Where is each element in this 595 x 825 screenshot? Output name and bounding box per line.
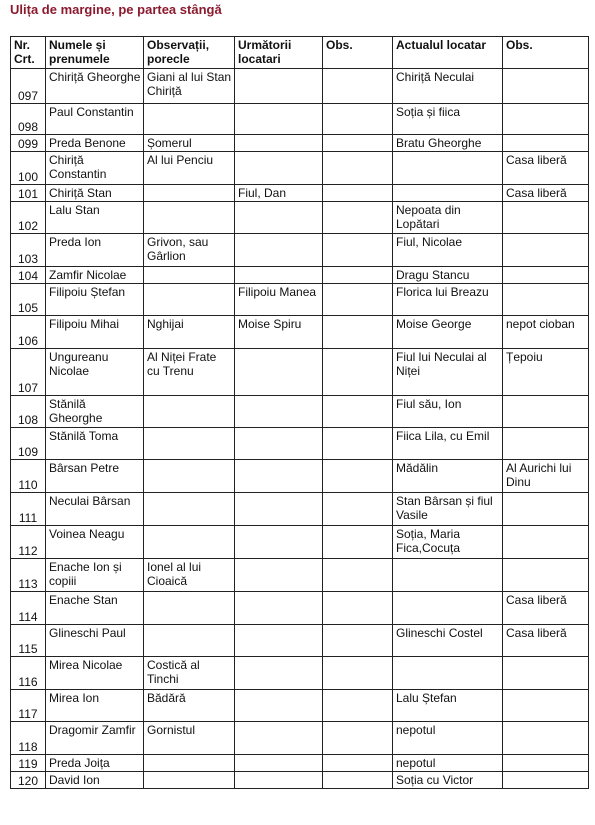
table-row (11, 460, 589, 493)
row-number: 102 (11, 202, 46, 234)
row-number: 100 (11, 152, 46, 185)
row-number: 107 (11, 349, 46, 396)
row-name: Mirea Ion (46, 690, 144, 722)
row-obs (323, 722, 393, 755)
row-obs (323, 69, 393, 104)
row-obs (323, 526, 393, 559)
row-nickname (144, 625, 235, 657)
row-nickname (144, 592, 235, 625)
row-current-tenant: Soția și fiica (393, 104, 503, 135)
table-row (11, 592, 589, 625)
row-nickname: Costică al Tinchi (144, 657, 235, 690)
row-next-tenant (235, 772, 323, 789)
row-current-tenant: Fiul, Nicolae (393, 234, 503, 267)
row-name: Filipoiu Ștefan (46, 284, 144, 316)
row-current-tenant: Moise George (393, 316, 503, 349)
row-next-tenant (235, 526, 323, 559)
table-row (11, 722, 589, 755)
row-number: 109 (11, 428, 46, 460)
row-number: 114 (11, 592, 46, 625)
row-number: 112 (11, 526, 46, 559)
row-number: 099 (11, 135, 46, 152)
row-number: 118 (11, 722, 46, 755)
row-name: Bârsan Petre (46, 460, 144, 493)
column-header: Observații, porecle (144, 37, 235, 69)
row-obs-current (503, 396, 589, 428)
row-next-tenant: Fiul, Dan (235, 185, 323, 202)
table-row (11, 755, 589, 772)
row-name: Preda Ion (46, 234, 144, 267)
row-name: Neculai Bârsan (46, 493, 144, 526)
row-obs-current: nepot cioban (503, 316, 589, 349)
row-obs-current (503, 657, 589, 690)
row-obs-current: Casa liberă (503, 185, 589, 202)
row-obs-current (503, 284, 589, 316)
row-current-tenant: Stan Bârsan și fiul Vasile (393, 493, 503, 526)
row-obs-current: Țepoiu (503, 349, 589, 396)
row-name: Mirea Nicolae (46, 657, 144, 690)
row-nickname (144, 185, 235, 202)
table-row (11, 526, 589, 559)
row-obs-current (503, 493, 589, 526)
row-obs (323, 104, 393, 135)
row-number: 101 (11, 185, 46, 202)
row-current-tenant: nepotul (393, 755, 503, 772)
row-current-tenant: Soția cu Victor (393, 772, 503, 789)
row-nickname (144, 460, 235, 493)
table-row (11, 690, 589, 722)
row-name: Filipoiu Mihai (46, 316, 144, 349)
table-row (11, 316, 589, 349)
row-name: Lalu Stan (46, 202, 144, 234)
row-nickname: Gornistul (144, 722, 235, 755)
column-header: Actualul locatar (393, 37, 503, 69)
row-obs-current (503, 135, 589, 152)
row-nickname: Al lui Penciu (144, 152, 235, 185)
row-next-tenant: Moise Spiru (235, 316, 323, 349)
row-obs-current (503, 267, 589, 284)
row-nickname (144, 493, 235, 526)
row-name: Stănilă Toma (46, 428, 144, 460)
row-obs-current (503, 428, 589, 460)
row-obs (323, 267, 393, 284)
row-obs (323, 772, 393, 789)
row-obs-current (503, 559, 589, 592)
row-number: 120 (11, 772, 46, 789)
row-obs (323, 428, 393, 460)
row-current-tenant: Florica lui Breazu (393, 284, 503, 316)
row-obs (323, 559, 393, 592)
table-row (11, 202, 589, 234)
row-obs-current: Casa liberă (503, 625, 589, 657)
row-obs-current (503, 755, 589, 772)
row-current-tenant: nepotul (393, 722, 503, 755)
column-header: Obs. (323, 37, 393, 69)
row-number: 097 (11, 69, 46, 104)
table-row (11, 284, 589, 316)
row-current-tenant: Bratu Gheorghe (393, 135, 503, 152)
row-number: 119 (11, 755, 46, 772)
row-obs (323, 349, 393, 396)
row-obs (323, 460, 393, 493)
row-nickname (144, 267, 235, 284)
table-header-row (11, 37, 589, 69)
row-next-tenant (235, 460, 323, 493)
row-name: Zamfir Nicolae (46, 267, 144, 284)
row-current-tenant: Soția, Maria Fica,Cocuța (393, 526, 503, 559)
table-row (11, 267, 589, 284)
table-row (11, 772, 589, 789)
row-nickname (144, 428, 235, 460)
row-number: 116 (11, 657, 46, 690)
row-obs-current (503, 69, 589, 104)
row-next-tenant (235, 722, 323, 755)
row-current-tenant: Mădălin (393, 460, 503, 493)
row-obs-current (503, 104, 589, 135)
row-name: Ungureanu Nicolae (46, 349, 144, 396)
row-name: Chiriță Stan (46, 185, 144, 202)
row-current-tenant: Nepoata din Lopătari (393, 202, 503, 234)
row-name: Stănilă Gheorghe (46, 396, 144, 428)
row-obs (323, 202, 393, 234)
row-number: 104 (11, 267, 46, 284)
row-name: Preda Benone (46, 135, 144, 152)
row-obs-current (503, 772, 589, 789)
row-nickname (144, 526, 235, 559)
row-name: Dragomir Zamfir (46, 722, 144, 755)
row-current-tenant (393, 185, 503, 202)
row-next-tenant (235, 396, 323, 428)
row-next-tenant (235, 559, 323, 592)
row-nickname: Giani al lui Stan Chiriță (144, 69, 235, 104)
row-current-tenant (393, 559, 503, 592)
table-row (11, 428, 589, 460)
row-next-tenant (235, 690, 323, 722)
row-current-tenant: Lalu Ștefan (393, 690, 503, 722)
row-nickname: Nghijai (144, 316, 235, 349)
row-number: 110 (11, 460, 46, 493)
row-nickname (144, 755, 235, 772)
row-nickname (144, 772, 235, 789)
row-next-tenant (235, 267, 323, 284)
row-name: Chiriță Gheorghe (46, 69, 144, 104)
row-next-tenant (235, 493, 323, 526)
row-obs-current: Al Aurichi lui Dinu (503, 460, 589, 493)
row-nickname: Șomerul (144, 135, 235, 152)
row-current-tenant: Fiul său, Ion (393, 396, 503, 428)
row-obs (323, 657, 393, 690)
row-number: 108 (11, 396, 46, 428)
row-nickname: Al Niței Frate cu Trenu (144, 349, 235, 396)
row-next-tenant (235, 657, 323, 690)
row-next-tenant (235, 152, 323, 185)
row-next-tenant (235, 349, 323, 396)
table-row (11, 135, 589, 152)
row-next-tenant (235, 202, 323, 234)
row-number: 115 (11, 625, 46, 657)
table-row (11, 493, 589, 526)
row-name: Voinea Neagu (46, 526, 144, 559)
column-header: Obs. (503, 37, 589, 69)
row-name: Paul Constantin (46, 104, 144, 135)
table-row (11, 349, 589, 396)
row-current-tenant: Glineschi Costel (393, 625, 503, 657)
row-obs (323, 755, 393, 772)
table-row (11, 234, 589, 267)
residents-table (10, 36, 589, 789)
row-number: 103 (11, 234, 46, 267)
row-next-tenant: Filipoiu Manea (235, 284, 323, 316)
table-row (11, 185, 589, 202)
table-row (11, 559, 589, 592)
row-obs-current: Casa liberă (503, 592, 589, 625)
page-title: Ulița de margine, pe partea stângă (10, 2, 222, 17)
column-header: Nr. Crt. (11, 37, 46, 69)
row-number: 098 (11, 104, 46, 135)
row-number: 106 (11, 316, 46, 349)
row-next-tenant (235, 428, 323, 460)
table-row (11, 104, 589, 135)
row-obs-current (503, 234, 589, 267)
row-name: Enache Ion și copiii (46, 559, 144, 592)
row-obs-current (503, 526, 589, 559)
row-obs (323, 316, 393, 349)
row-number: 113 (11, 559, 46, 592)
table-row (11, 69, 589, 104)
row-obs (323, 135, 393, 152)
row-current-tenant: Dragu Stancu (393, 267, 503, 284)
table-row (11, 657, 589, 690)
row-obs-current: Casa liberă (503, 152, 589, 185)
row-current-tenant: Fiul lui Neculai al Niței (393, 349, 503, 396)
row-nickname (144, 104, 235, 135)
row-obs (323, 592, 393, 625)
row-obs (323, 625, 393, 657)
column-header: Următorii locatari (235, 37, 323, 69)
row-nickname: Grivon, sau Gârlion (144, 234, 235, 267)
row-number: 117 (11, 690, 46, 722)
row-current-tenant: Chiriță Neculai (393, 69, 503, 104)
row-current-tenant (393, 152, 503, 185)
row-number: 111 (11, 493, 46, 526)
row-obs (323, 234, 393, 267)
row-name: Chiriță Constantin (46, 152, 144, 185)
row-obs (323, 152, 393, 185)
row-next-tenant (235, 755, 323, 772)
row-current-tenant (393, 592, 503, 625)
row-nickname: Bădără (144, 690, 235, 722)
row-obs (323, 493, 393, 526)
row-next-tenant (235, 234, 323, 267)
row-current-tenant (393, 657, 503, 690)
row-next-tenant (235, 135, 323, 152)
row-obs-current (503, 202, 589, 234)
row-nickname (144, 284, 235, 316)
row-number: 105 (11, 284, 46, 316)
row-next-tenant (235, 592, 323, 625)
row-obs (323, 284, 393, 316)
table-row (11, 152, 589, 185)
row-nickname (144, 396, 235, 428)
row-name: Glineschi Paul (46, 625, 144, 657)
row-nickname: Ionel al lui Cioaică (144, 559, 235, 592)
row-obs-current (503, 690, 589, 722)
row-next-tenant (235, 69, 323, 104)
row-obs-current (503, 722, 589, 755)
column-header: Numele și prenumele (46, 37, 144, 69)
row-current-tenant: Fiica Lila, cu Emil (393, 428, 503, 460)
row-next-tenant (235, 104, 323, 135)
row-next-tenant (235, 625, 323, 657)
table-row (11, 625, 589, 657)
row-name: Preda Joița (46, 755, 144, 772)
row-name: David Ion (46, 772, 144, 789)
row-obs (323, 690, 393, 722)
row-nickname (144, 202, 235, 234)
row-obs (323, 396, 393, 428)
row-obs (323, 185, 393, 202)
row-name: Enache Stan (46, 592, 144, 625)
table-row (11, 396, 589, 428)
